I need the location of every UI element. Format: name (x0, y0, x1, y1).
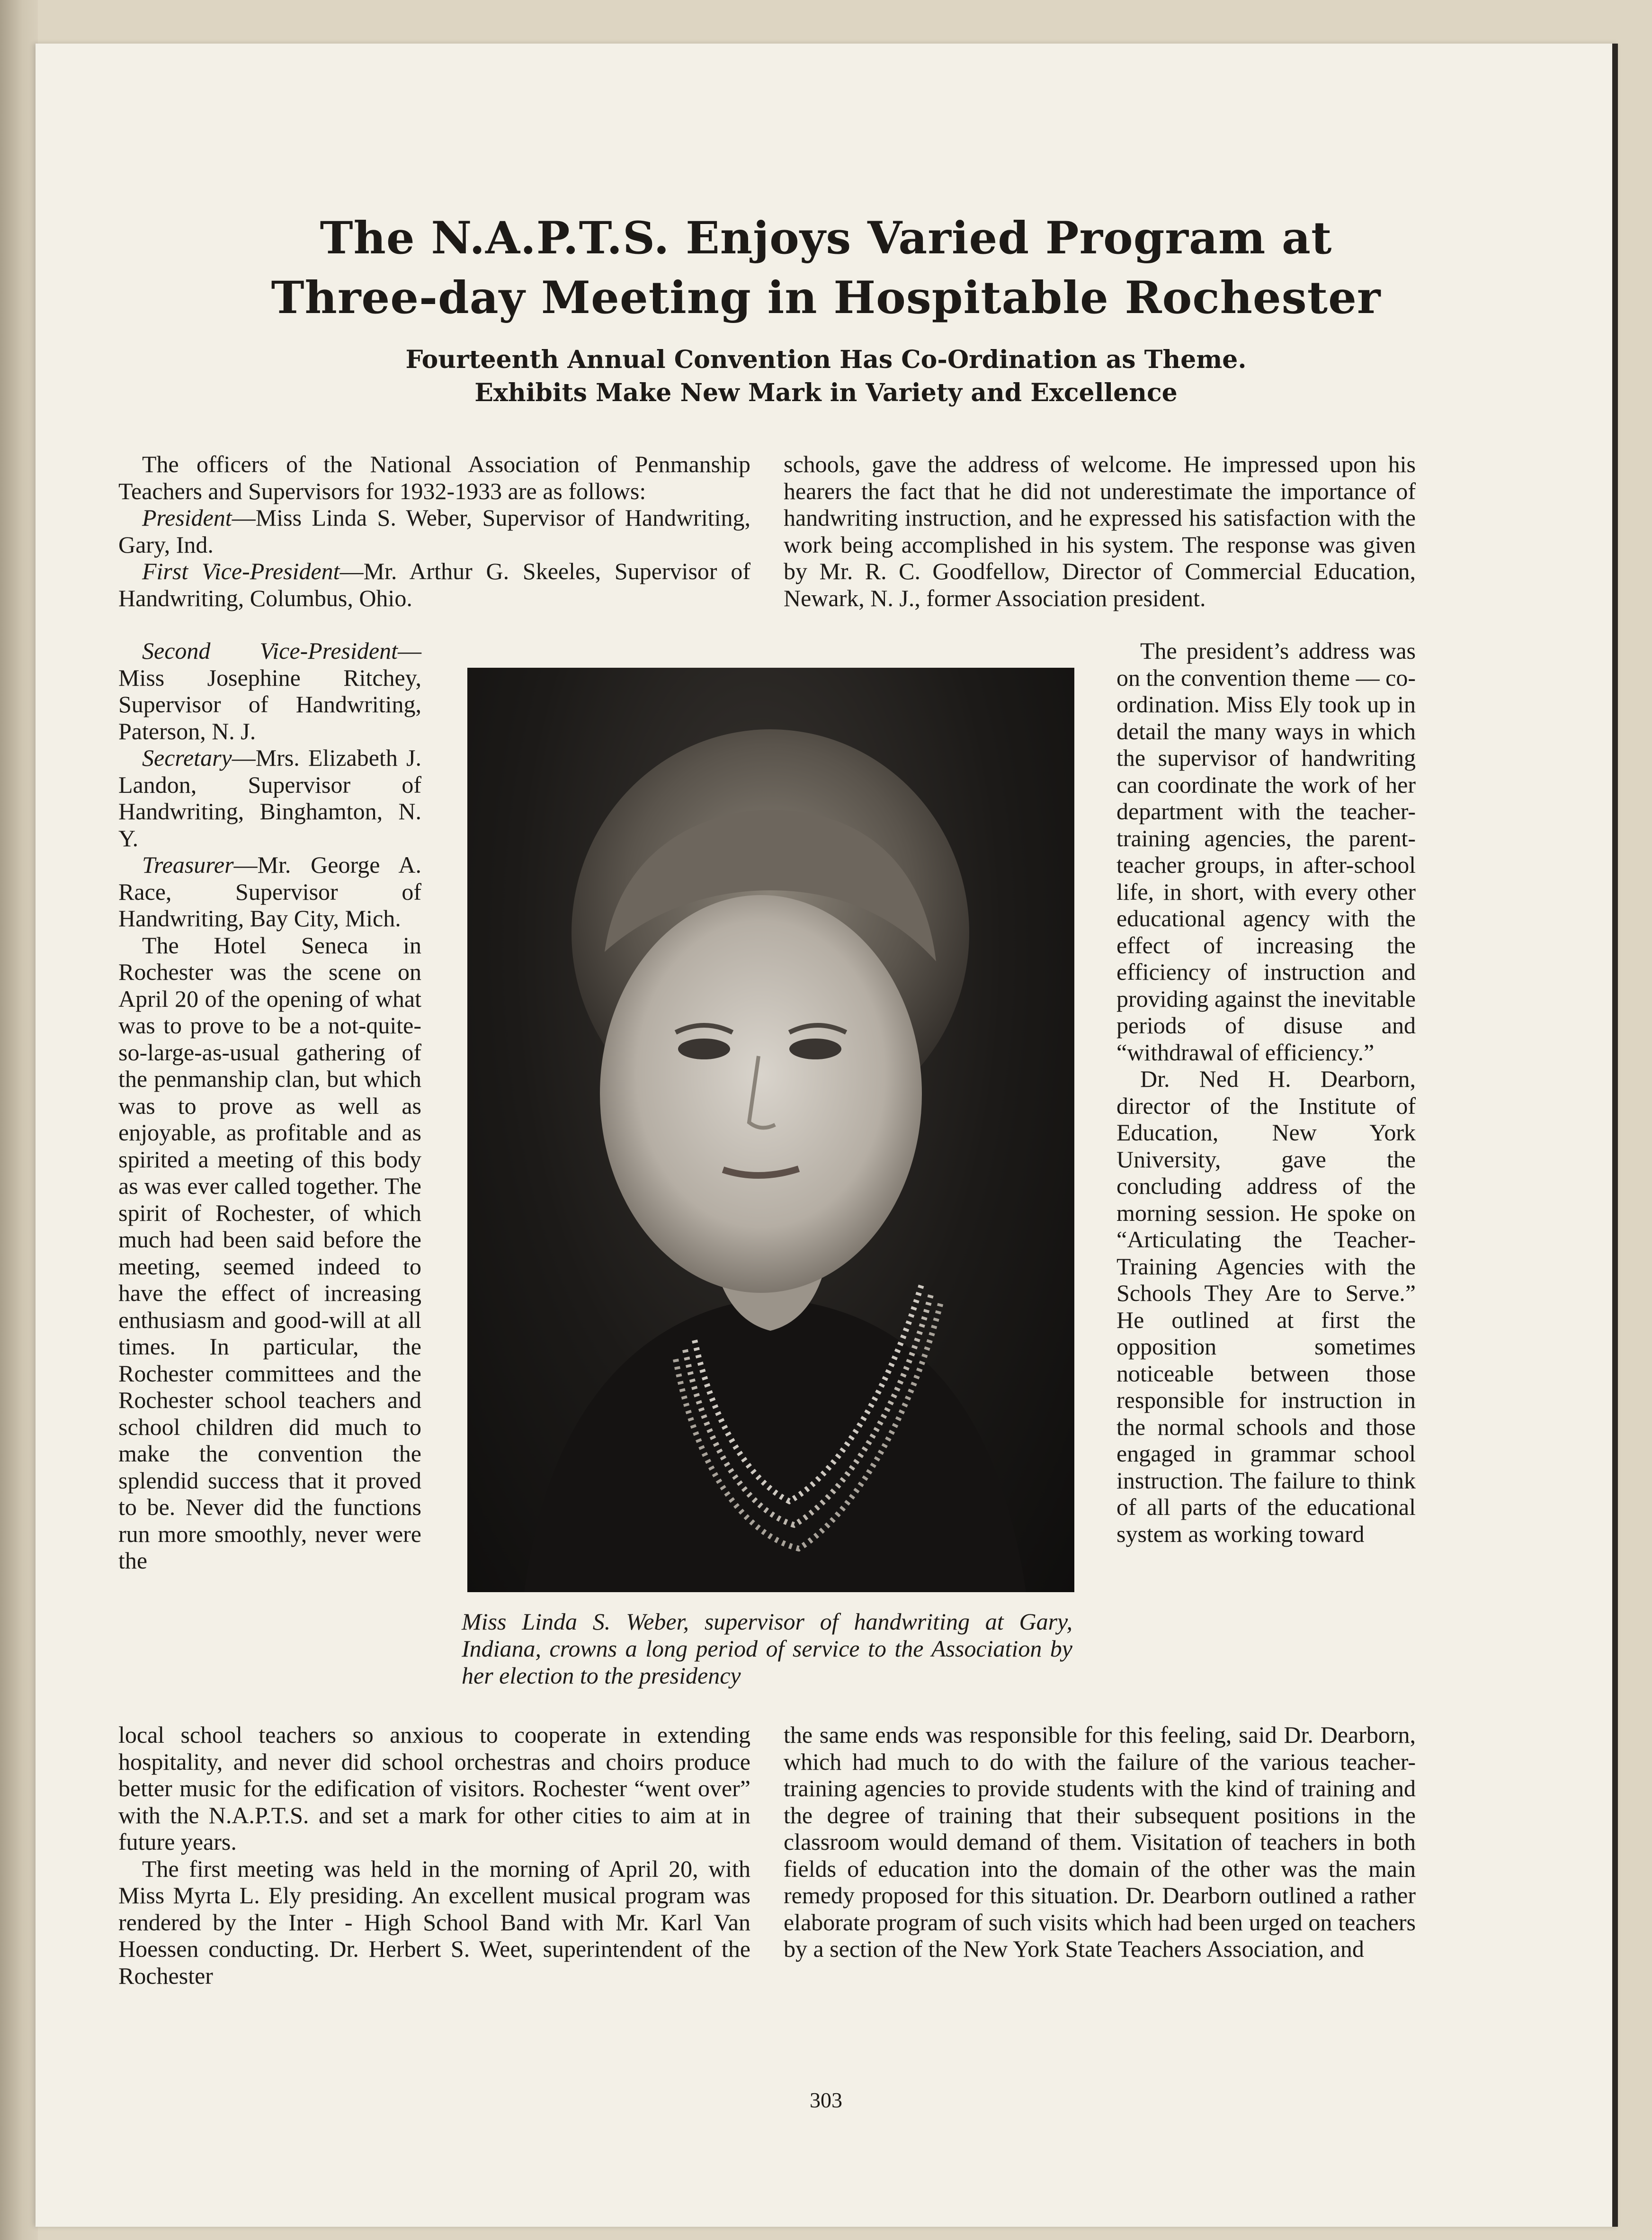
presidents-address-paragraph: The president’s address was on the convention theme — co-ordination. Miss Ely took up in detail the many ways in which the supervisor of handwriting can coordinate the work of her department with the teacher-training agencies, the parent-teacher groups, in after-school life, in short, with every other educational agency with the effect of increasing the efficiency of instruction and providing against the inevitable periods of disuse and “withdrawal of efficiency.” (1116, 637, 1416, 1066)
officer-details: —Miss Josephine Ritchey, Supervisor of Handwriting, Paterson, N. J. (118, 637, 421, 744)
officer-details: —Mr. George A. Race, Supervisor of Handwriting, Bay City, Mich. (118, 851, 421, 932)
officer-president (118, 504, 750, 558)
page-number: 303 (810, 2088, 842, 2112)
welcome-address-paragraph: schools, gave the address of welcome. He impressed upon his hearers the fact that he did not underestimate the importance of handwriting instruction, and he expressed his satisfaction with the work being accomplished in his system. The response was given by Mr. R. C. Goodfellow, Director of Commercial Education, Newark, N. J., former Association president. (784, 451, 1416, 611)
officer-first-vice-president (118, 558, 750, 611)
article-title (0, 208, 1652, 328)
hospitality-paragraph: local school teachers so anxious to cooperate in extending hospitality, and never did school orchestras and choirs produce better music for the edification of visitors. Rochester “went over” with the N.A.P.T.S. and set a mark for other cities to aim at in future years. (118, 1721, 750, 1855)
dearborn-continuation-paragraph: the same ends was responsible for this feeling, said Dr. Dearborn, which had much to do with the failure of the various teacher-training agencies to provide students with the kind of training and the degree of training that their subsequent positions in the classroom would demand of them. Visitation of teachers in both fields of education into the domain of the other was the main remedy proposed for this situation. Dr. Dearborn outlined a rather elaborate program of such visits which had been urged on teachers by a section of the New York State Teachers Association, and (784, 1721, 1416, 1962)
officer-treasurer (118, 851, 421, 932)
title-line-1: The N.A.P.T.S. Enjoys Varied Program at (320, 212, 1332, 264)
portrait-illustration (467, 668, 1074, 1592)
officer-secretary (118, 744, 421, 851)
officer-details: —Mrs. Elizabeth J. Landon, Supervisor of Handwriting, Binghamton, N. Y. (118, 744, 421, 851)
left-column-bottom (118, 1721, 750, 1989)
officer-title: President (142, 504, 232, 531)
officer-details: —Mr. Arthur G. Skeeles, Supervisor of Handwriting, Columbus, Ohio. (118, 558, 750, 611)
officer-title: Secretary (142, 744, 232, 771)
portrait-photo (467, 668, 1074, 1592)
intro-paragraph: The officers of the National Association of Penmanship Teachers and Supervisors for 1932-1933 are as follows: (118, 451, 750, 504)
right-column-bottom (784, 1721, 1416, 1962)
officer-title: Second Vice-President (142, 637, 398, 664)
officer-details: —Miss Linda S. Weber, Supervisor of Handwriting, Gary, Ind. (118, 504, 750, 558)
right-column-narrow (1116, 637, 1416, 1547)
subtitle-line-1: Fourteenth Annual Convention Has Co-Ordination as Theme. (405, 345, 1247, 374)
dearborn-address-paragraph: Dr. Ned H. Dearborn, director of the Institute of Education, New York University, gave the concluding address of the morning session. He spoke on “Articulating the Teacher-Training Agencies with the Schools They Are to Serve.” He outlined at first the opposition sometimes noticeable between those responsible for instruction in the normal schools and those engaged in grammar school instruction. The failure to think of all parts of the educational system as working toward (1116, 1066, 1416, 1547)
article-subtitle (0, 343, 1652, 410)
hotel-seneca-paragraph: The Hotel Seneca in Rochester was the scene on April 20 of the opening of what was to prove to be a not-quite-so-large-as-usual gathering of the penmanship clan, but which was to prove as well as enjoyable, as profitable and as spirited a meeting of this body as was ever called together. The spirit of Rochester, of which much had been said before the meeting, seemed indeed to have the effect of increasing enthusiasm and good-will at all times. In particular, the Rochester committees and the Rochester school teachers and school children did much to make the convention the splendid success that it proved to be. Never did the functions run more smoothly, never were the (118, 932, 421, 1574)
officer-title: First Vice-President (142, 558, 340, 584)
subtitle-line-2: Exhibits Make New Mark in Variety and Excellence (474, 378, 1178, 407)
officer-title: Treasurer (142, 851, 234, 878)
first-meeting-paragraph: The first meeting was held in the morning of April 20, with Miss Myrta L. Ely presiding. An excellent musical program was rendered by the Inter - High School Band with Mr. Karl Van Hoessen conducting. Dr. Herbert S. Weet, superintendent of the Rochester (118, 1855, 750, 1989)
right-column-top (784, 451, 1416, 611)
book-spine-edge (0, 0, 38, 2240)
photo-caption: Miss Linda S. Weber, supervisor of handwriting at Gary, Indiana, crowns a long period of service to the Association by her election to the presidency (462, 1608, 1072, 1689)
officer-second-vice-president (118, 637, 421, 744)
left-column-narrow (118, 637, 421, 1574)
title-line-2: Three-day Meeting in Hospitable Rochester (271, 272, 1381, 324)
left-column-top (118, 451, 750, 611)
